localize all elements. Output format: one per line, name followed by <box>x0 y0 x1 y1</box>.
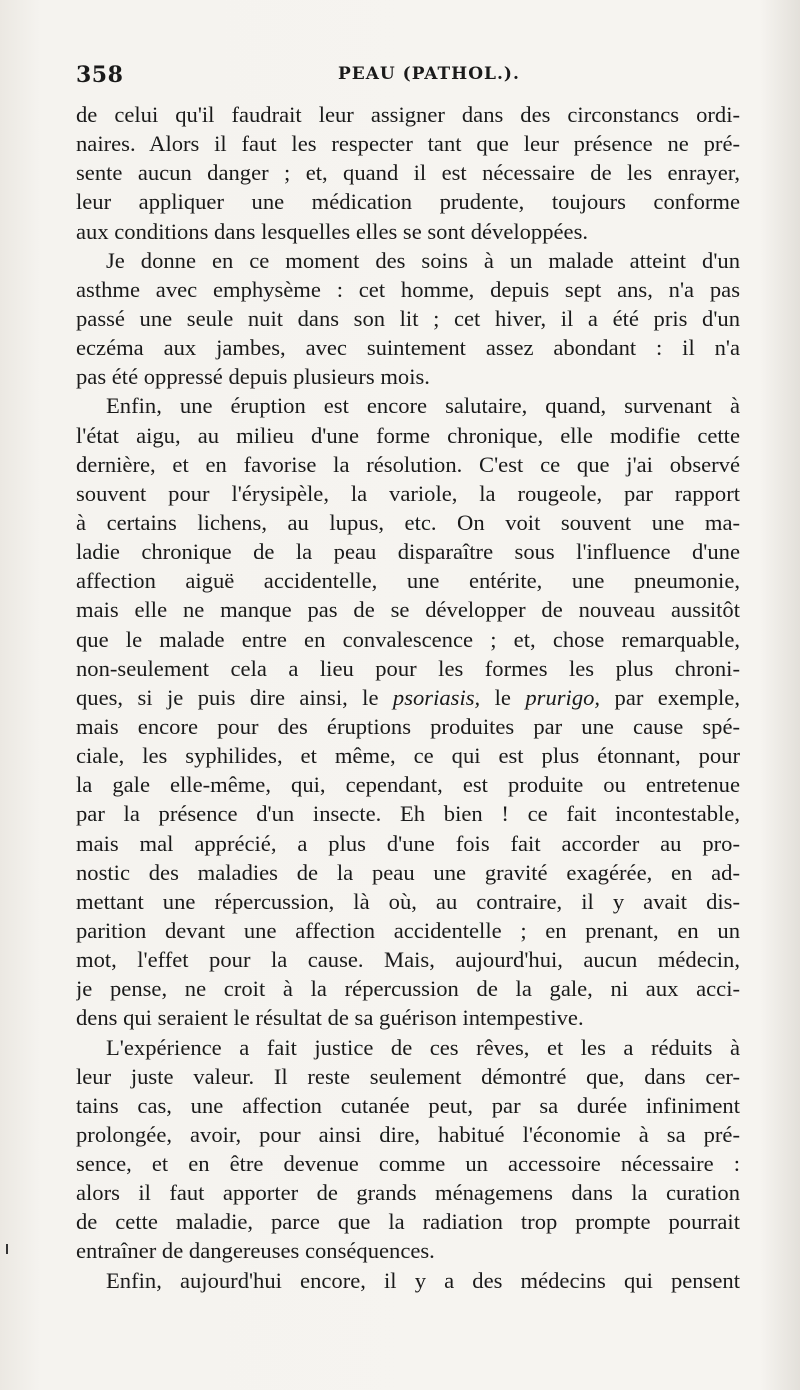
text-line <box>76 479 740 508</box>
line-text: L'expérience a fait justice de ces rêves, et les a réduits à <box>106 1034 740 1060</box>
line-text: aux conditions dans lesquelles elles se sont développées. <box>76 218 589 244</box>
line-text: affection aiguë accidentelle, une entérite, une pneumonie, <box>76 568 740 594</box>
text-line <box>76 508 740 537</box>
line-text: eczéma aux jambes, avec suintement assez abondant : il n'a <box>76 335 740 361</box>
line-text: mais encore pour des éruptions produites par une cause spé- <box>76 713 740 739</box>
line-text: tains cas, une affection cutanée peut, par sa durée infiniment <box>76 1092 740 1118</box>
text-line <box>76 625 740 654</box>
line-text: de celui qu'il faudrait leur assigner dans des circonstancs ordi- <box>76 102 740 127</box>
line-text: sente aucun danger ; et, quand il est nécessaire de les enrayer, <box>76 160 740 186</box>
line-text: Enfin, une éruption est encore salutaire, quand, survenant à <box>106 393 740 419</box>
text-line <box>76 129 740 158</box>
line-text: alors il faut apporter de grands ménagemens dans la curation <box>76 1180 740 1206</box>
page-number: 358 <box>76 62 124 88</box>
line-text: mais mal apprécié, a plus d'une fois fait accorder au pro- <box>76 830 740 856</box>
line-text: pas été oppressé depuis plusieurs mois. <box>76 364 430 390</box>
line-text: ladie chronique de la peau disparaître sous l'influence d'une <box>76 539 740 565</box>
text-line <box>76 1207 740 1236</box>
line-text: passé une seule nuit dans son lit ; cet hiver, il a été pris d'un <box>76 305 740 331</box>
text-line <box>76 275 740 304</box>
line-text: par exemple, <box>600 684 740 710</box>
line-text: par la présence d'un insecte. Eh bien ! ce fait incontestable, <box>76 801 740 827</box>
text-line <box>76 1003 740 1032</box>
body-text <box>76 100 740 1295</box>
line-text: mettant une répercussion, là où, au contraire, il y avait dis- <box>76 888 740 914</box>
line-text: non-seulement cela a lieu pour les formes les plus chroni- <box>76 655 740 681</box>
text-line <box>76 362 740 391</box>
line-text: le <box>480 684 526 710</box>
line-text: de cette maladie, parce que la radiation trop prompte pourrait <box>76 1209 740 1235</box>
line-text: mais elle ne manque pas de se développer de nouveau aussitôt <box>76 597 740 623</box>
line-text: nostic des maladies de la peau une gravité exagérée, en ad- <box>76 859 740 885</box>
line-text: sence, et en être devenue comme un accessoire nécessaire : <box>76 1151 740 1177</box>
line-text: entraîner de dangereuses conséquences. <box>76 1238 435 1264</box>
line-text: prolongée, avoir, pour ainsi dire, habitué l'économie à sa pré- <box>76 1121 740 1147</box>
margin-mark <box>6 1244 8 1254</box>
text-line <box>76 566 740 595</box>
text-line <box>76 1266 740 1295</box>
text-line <box>76 1033 740 1062</box>
line-text: asthme avec emphysème : cet homme, depuis sept ans, n'a pas <box>76 276 740 302</box>
text-line <box>76 1120 740 1149</box>
line-text: souvent pour l'érysipèle, la variole, la rougeole, par rapport <box>76 480 740 506</box>
line-text: l'état aigu, au milieu d'une forme chronique, elle modifie cette <box>76 422 740 448</box>
line-text: leur appliquer une médication prudente, toujours conforme <box>76 189 740 215</box>
line-text: ciale, les syphilides, et même, ce qui est plus étonnant, pour <box>76 743 740 769</box>
line-text: parition devant une affection accidentelle ; en prenant, en un <box>76 917 740 943</box>
text-line <box>76 304 740 333</box>
text-line <box>76 1149 740 1178</box>
line-text: Enfin, aujourd'hui encore, il y a des médecins qui pensent <box>106 1267 740 1293</box>
line-text: je pense, ne croit à la répercussion de la gale, ni aux acci- <box>76 976 740 1002</box>
text-line <box>76 595 740 624</box>
line-text: dens qui seraient le résultat de sa guérison intempestive. <box>76 1005 584 1031</box>
text-line <box>76 916 740 945</box>
text-line <box>76 391 740 420</box>
line-text: que le malade entre en convalescence ; et, chose remarquable, <box>76 626 740 652</box>
page-header <box>76 62 740 92</box>
text-line <box>76 887 740 916</box>
line-text: mot, l'effet pour la cause. Mais, aujourd'hui, aucun médecin, <box>76 947 740 973</box>
text-line <box>76 421 740 450</box>
text-line <box>76 537 740 566</box>
line-text: Je donne en ce moment des soins à un malade atteint d'un <box>106 247 740 273</box>
line-text: à certains lichens, au lupus, etc. On voit souvent une ma- <box>76 509 740 535</box>
running-head: PEAU (PATHOL.). <box>338 64 520 84</box>
text-line <box>76 333 740 362</box>
text-line <box>76 974 740 1003</box>
text-line <box>76 654 740 683</box>
text-line <box>76 683 740 712</box>
text-line <box>76 1236 740 1265</box>
text-line <box>76 858 740 887</box>
text-line <box>76 187 740 216</box>
text-line <box>76 1062 740 1091</box>
text-line <box>76 741 740 770</box>
text-line <box>76 158 740 187</box>
text-line <box>76 246 740 275</box>
text-line <box>76 799 740 828</box>
text-line <box>76 770 740 799</box>
text-line <box>76 1178 740 1207</box>
text-line <box>76 712 740 741</box>
line-text: leur juste valeur. Il reste seulement démontré que, dans cer- <box>76 1063 740 1089</box>
line-text: dernière, et en favorise la résolution. C'est ce que j'ai observé <box>76 451 740 477</box>
line-text: naires. Alors il faut les respecter tant que leur présence ne pré- <box>76 131 740 157</box>
text-line <box>76 1091 740 1120</box>
italic-term: psoriasis, <box>392 684 481 710</box>
line-text: la gale elle-même, qui, cependant, est produite ou entretenue <box>76 772 740 798</box>
italic-term: prurigo, <box>525 684 601 710</box>
text-line <box>76 450 740 479</box>
text-line <box>76 945 740 974</box>
text-line <box>76 100 740 129</box>
line-text: ques, si je puis dire ainsi, le <box>76 684 393 710</box>
text-line <box>76 829 740 858</box>
text-line <box>76 217 740 246</box>
